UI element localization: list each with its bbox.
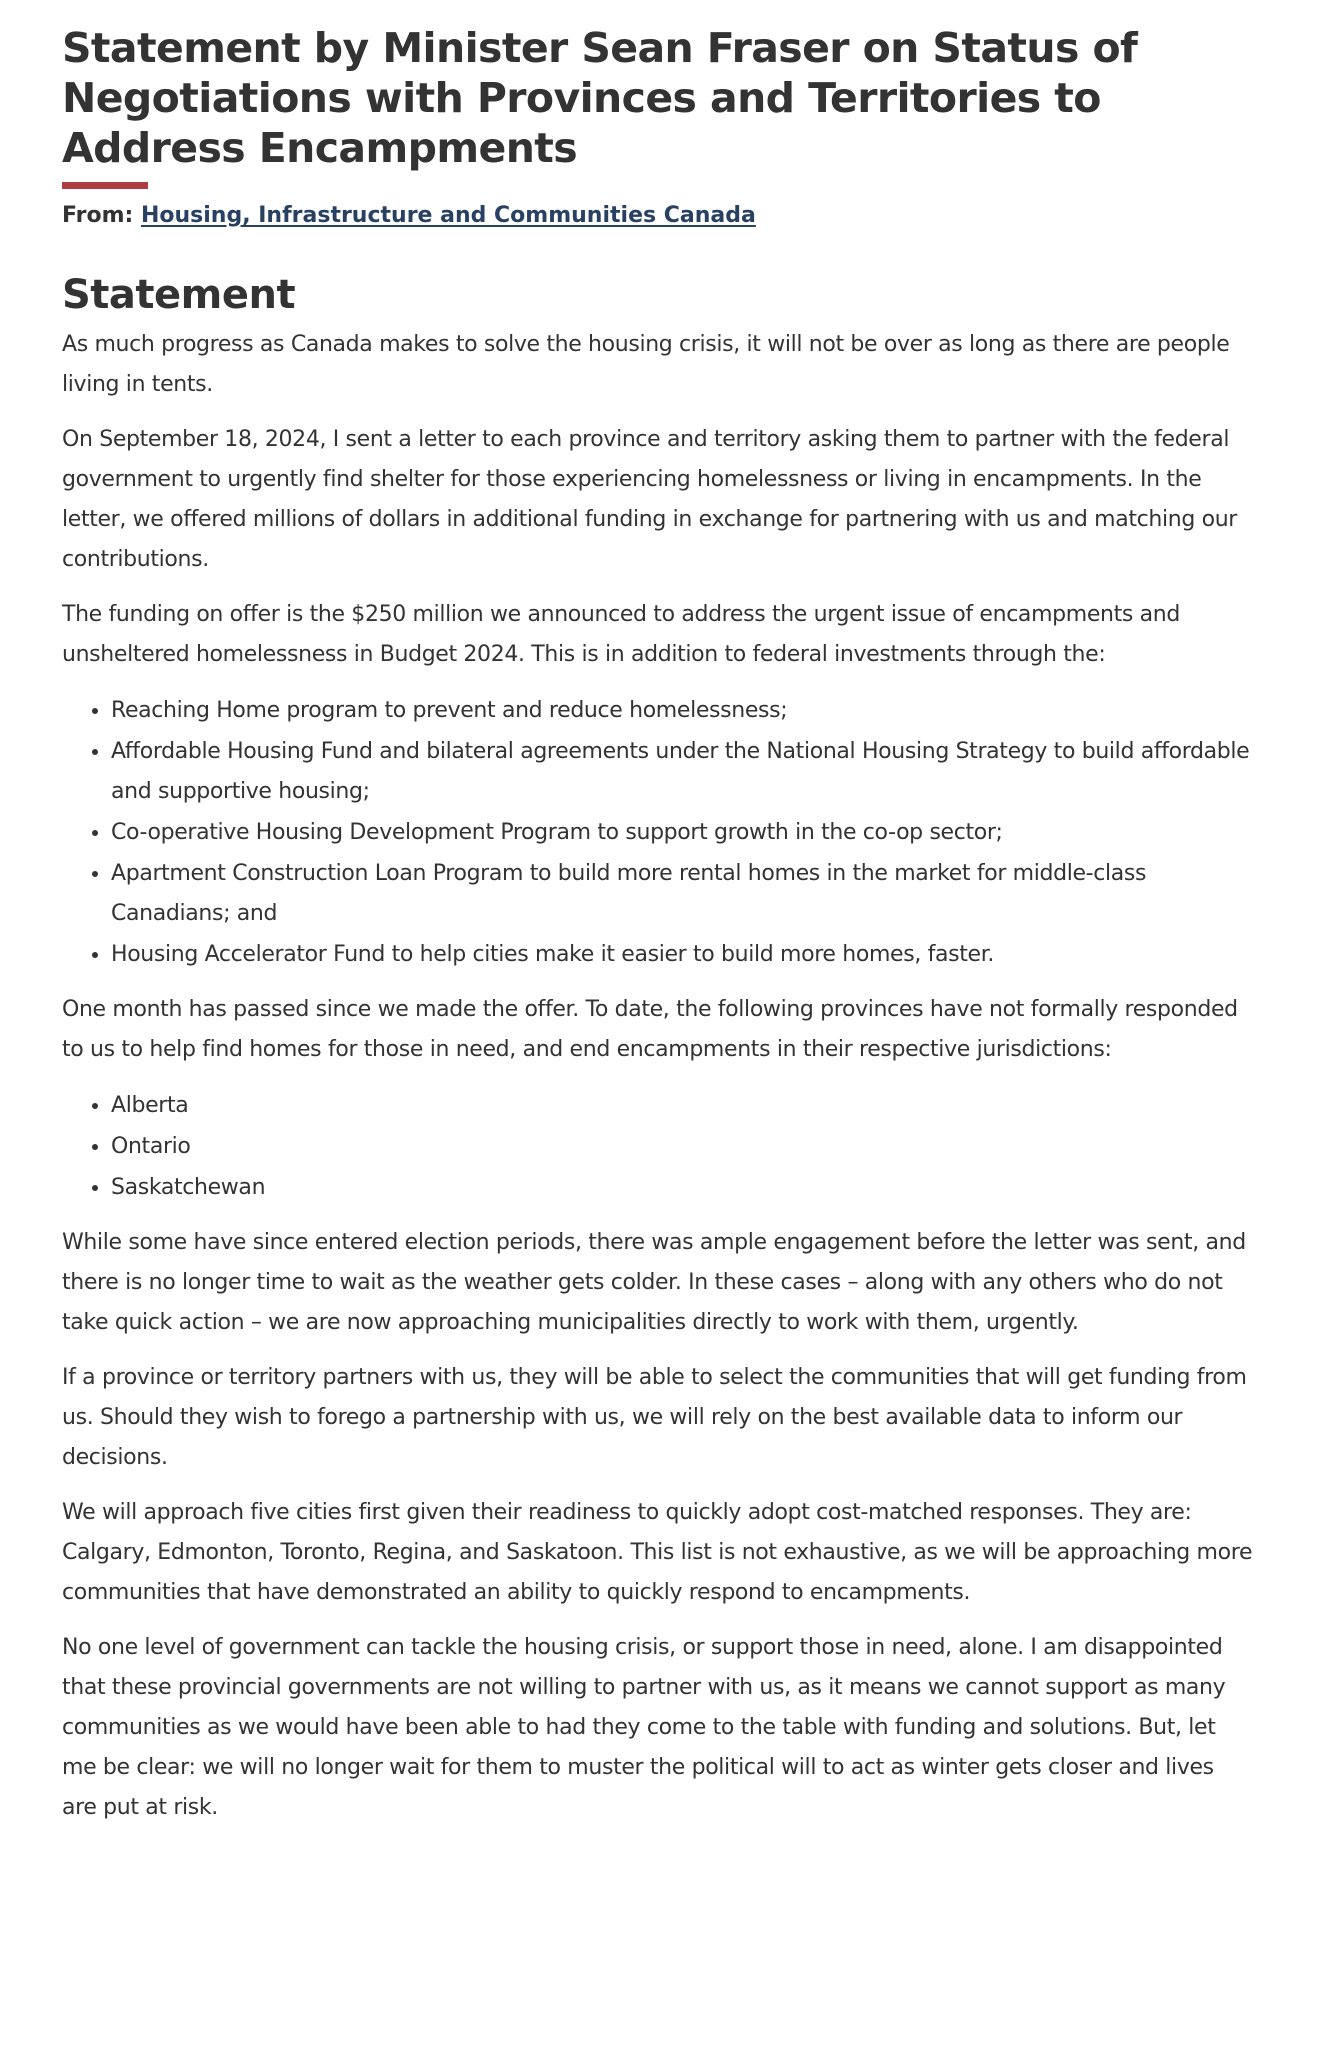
from-line [62,201,1264,231]
list-item: • Ontario [111,1126,1254,1167]
paragraph-five-cities: We will approach five cities first given their readiness to quickly adopt cost-matched responses. They are: Calgary, Edmonton, Toronto, Regina, and Saskatoon. This list is not exhaustive, as we will be approaching more communities that have demonstrated an ability to quickly respond to encampments. [62,1500,1253,1605]
list-item: • Affordable Housing Fund and bilateral agreements under the National Housing Strategy to build affordable and supportive housing; [111,731,1254,812]
list-item: • Apartment Construction Loan Program to build more rental homes in the market for middle-class Canadians; and [111,853,1254,934]
paragraph-funding: The funding on offer is the $250 million we announced to address the urgent issue of encampments and unsheltered homelessness in Budget 2024. This is in addition to federal investments through the: [62,602,1180,667]
list-item: • Reaching Home program to prevent and reduce homelessness; [111,690,1254,731]
section-heading-statement: Statement [62,272,296,318]
paragraph-partnership: If a province or territory partners with us, they will be able to select the communities that will get funding from us. Should they wish to forego a partnership with us, we will rely on the best available data to inform our decisions. [62,1365,1247,1470]
list-item: • Co-operative Housing Development Program to support growth in the co-op sector; [111,812,1254,853]
department-link[interactable]: Housing, Infrastructure and Communities Canada [140,203,756,228]
list-item: • Alberta [111,1085,1254,1126]
title-underline-rule [62,182,148,189]
paragraph-conclusion: No one level of government can tackle the housing crisis, or support those in need, alone. I am disappointed that these provincial governments are not willing to partner with us, as it means we cannot support as many communities as we would have been able to had they come to the table with funding and solutions. But, let me be clear: we will no longer wait for them to muster the political will to act as winter gets closer and lives are put at risk. [62,1635,1226,1820]
programs-list [62,690,1254,975]
list-item: • Housing Accelerator Fund to help cities make it easier to build more homes, faster. [111,934,1254,975]
page-title: Statement by Minister Sean Fraser on Status of Negotiations with Provinces and Territories to Address Encampments [62,24,1138,172]
paragraph-letter: On September 18, 2024, I sent a letter to each province and territory asking them to partner with the federal government to urgently find shelter for those experiencing homelessness or living in encampments. In the letter, we offered millions of dollars in additional funding in exchange for partnering with us and matching our contributions. [62,427,1237,572]
paragraph-one-month: One month has passed since we made the offer. To date, the following provinces have not formally responded to us to help find homes for those in need, and end encampments in their respective jurisdictions: [62,997,1238,1062]
paragraph-election-periods: While some have since entered election periods, there was ample engagement before the letter was sent, and there is no longer time to wait as the weather gets colder. In these cases – along with any others who do not take quick action – we are now approaching municipalities directly to work with them, urgently. [62,1230,1246,1335]
paragraph-intro: As much progress as Canada makes to solve the housing crisis, it will not be over as long as there are people living in tents. [62,332,1230,397]
from-label: From: [62,203,134,228]
provinces-list [62,1085,1254,1208]
list-item: • Saskatchewan [111,1167,1254,1208]
